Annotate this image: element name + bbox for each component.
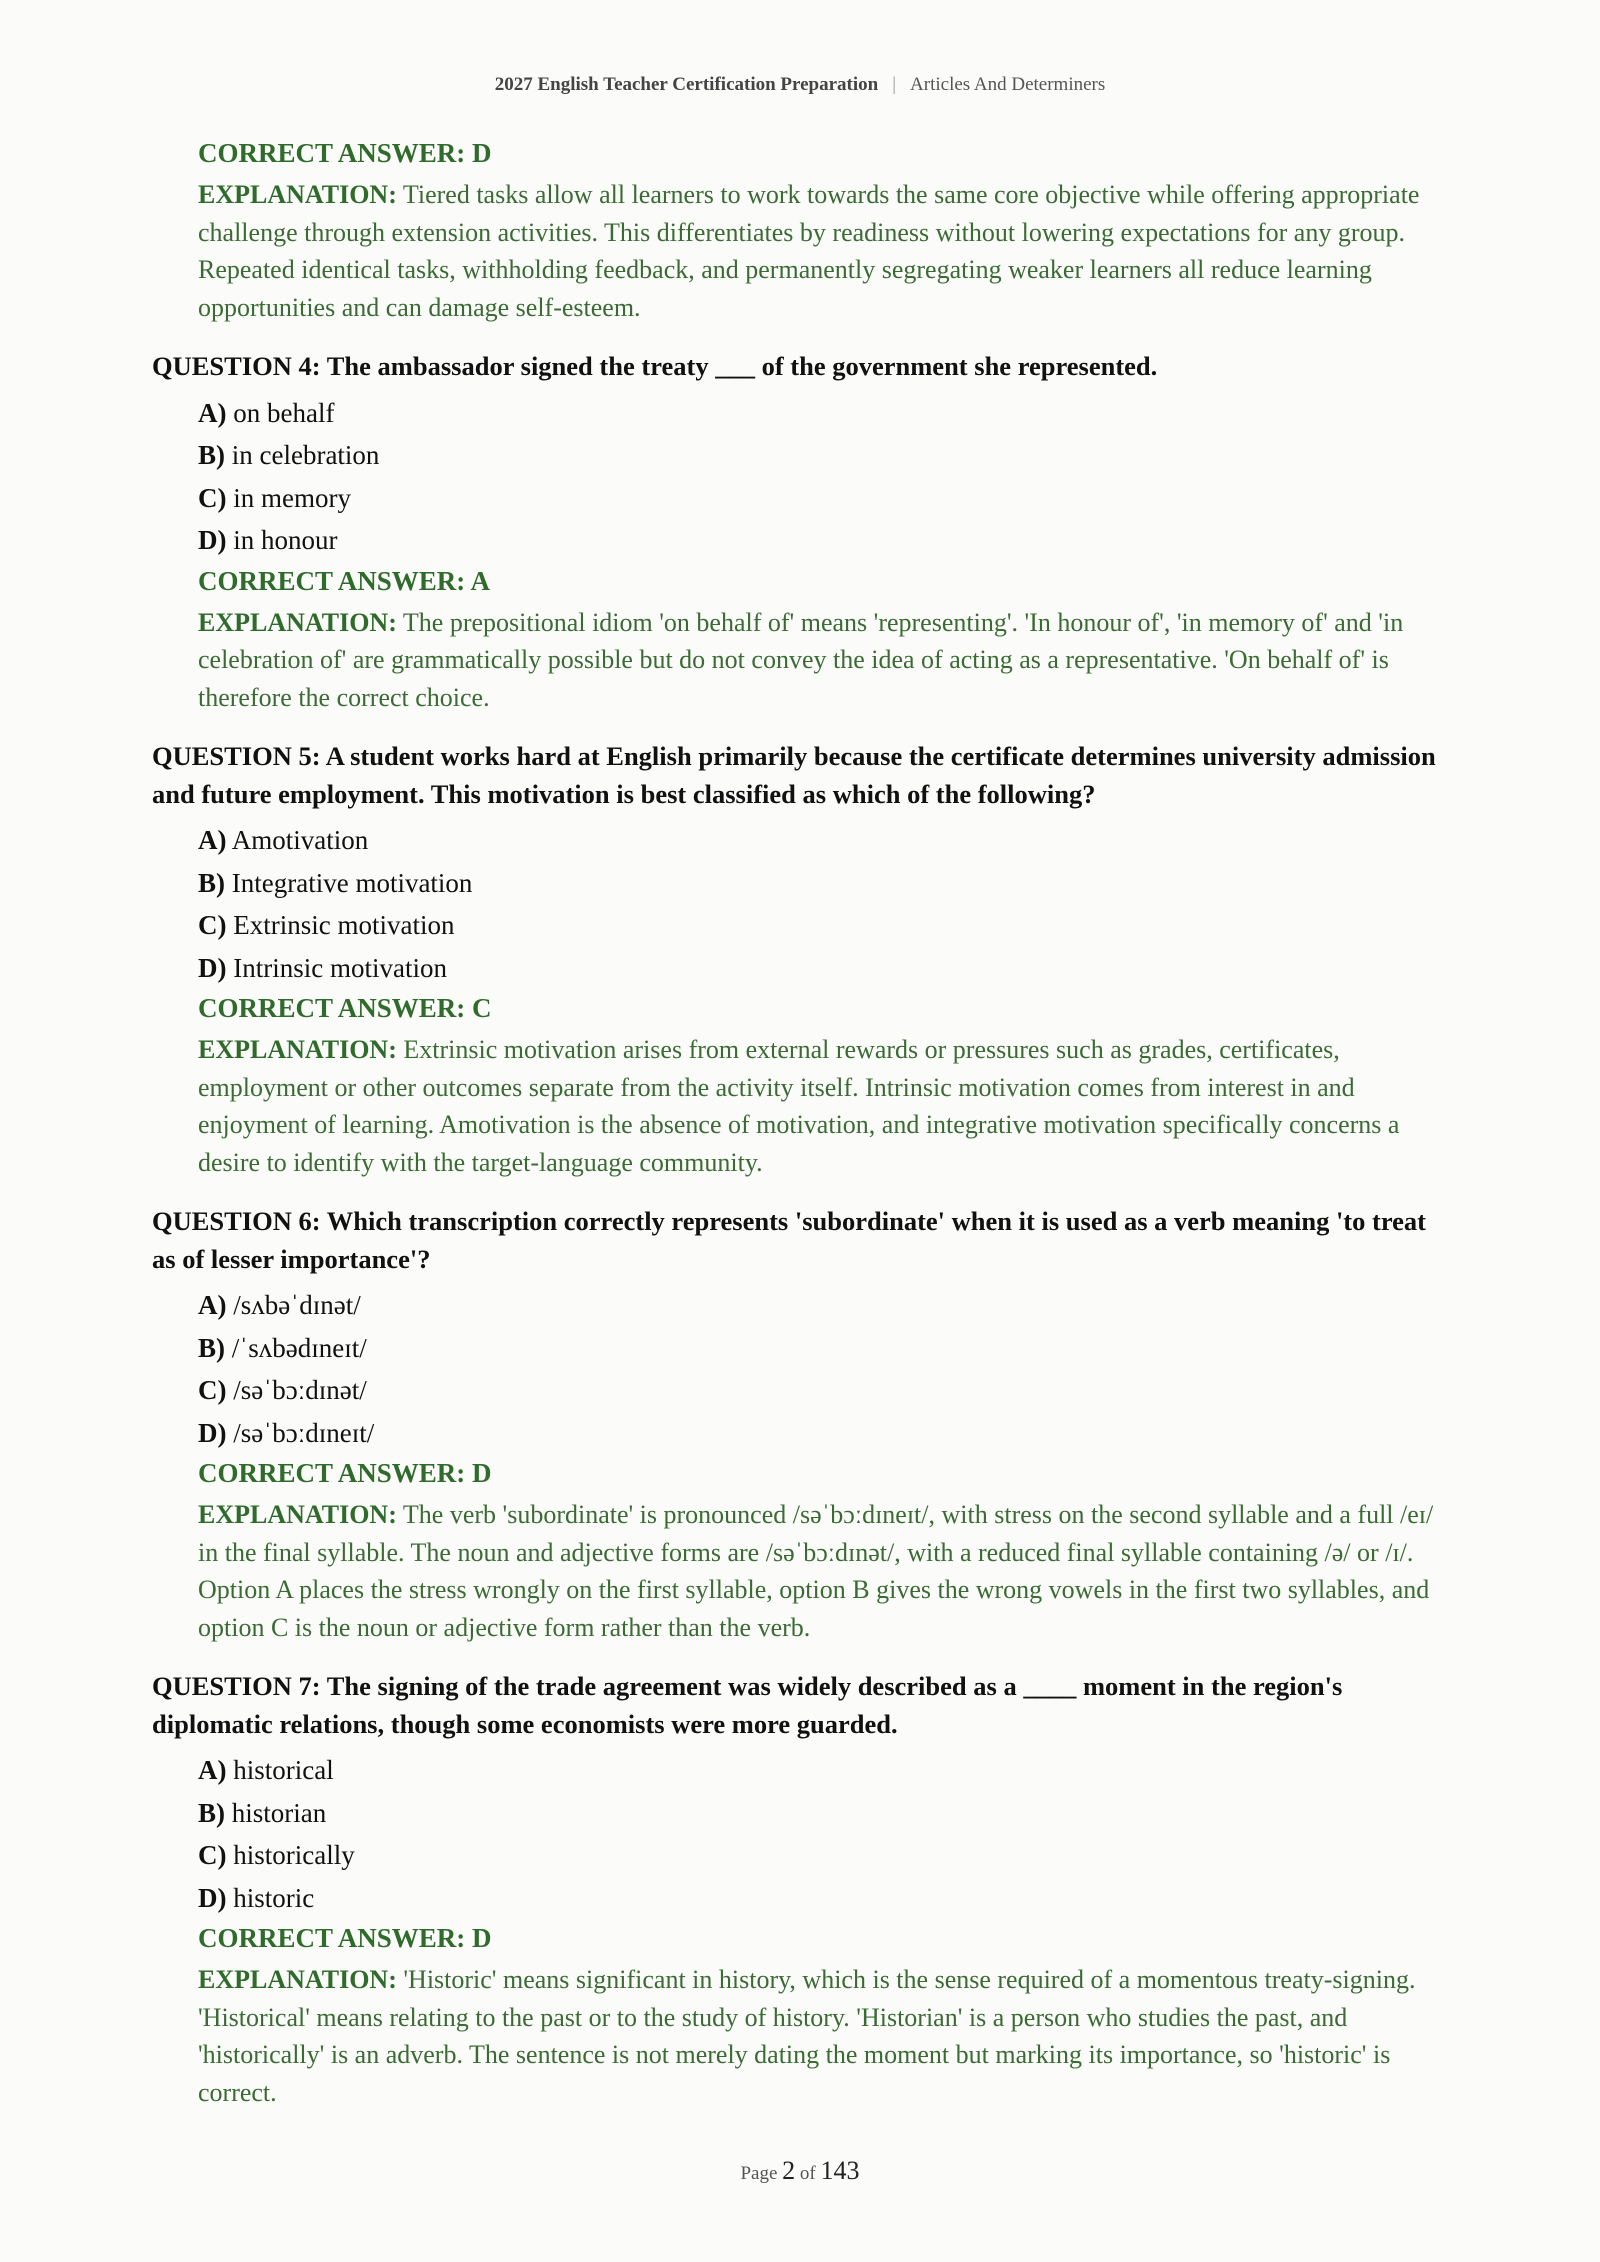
option-text: Intrinsic motivation bbox=[233, 952, 447, 983]
option-text: /səˈbɔːdɪnət/ bbox=[233, 1375, 367, 1405]
option-c bbox=[198, 477, 1452, 520]
explanation-text: Tiered tasks allow all learners to work towards the same core objective while offering appropriate challenge through extension activities. This differentiates by readiness without lowering expectations for any group. Repeated identical tasks, withholding feedback, and permanently segregating weaker learners all reduce learning opportunities and can damage self-esteem. bbox=[198, 180, 1420, 322]
option-text: in celebration bbox=[231, 440, 380, 470]
correct-answer: CORRECT ANSWER: D bbox=[198, 138, 492, 168]
section-title: Articles And Determiners bbox=[910, 74, 1106, 95]
option-text: Amotivation bbox=[231, 825, 369, 855]
question-text: QUESTION 4: The ambassador signed the treaty ___ of the government she represented. bbox=[152, 351, 1158, 381]
explanation bbox=[198, 1496, 1452, 1646]
option-c bbox=[198, 1369, 1452, 1412]
intro-answer-block bbox=[152, 134, 1452, 326]
option-b bbox=[198, 434, 1452, 477]
explanation bbox=[198, 1961, 1452, 2111]
explanation-label: EXPLANATION: bbox=[198, 180, 397, 209]
option-text: Integrative motivation bbox=[231, 867, 473, 898]
question-text: QUESTION 6: Which transcription correctly represents 'subordinate' when it is used as a verb meaning 'to treat as of lesser importance'? bbox=[152, 1206, 1426, 1274]
option-c bbox=[198, 1834, 1452, 1877]
correct-answer: CORRECT ANSWER: A bbox=[198, 565, 491, 596]
question-block bbox=[152, 1203, 1452, 1646]
explanation bbox=[198, 1031, 1452, 1181]
correct-answer: CORRECT ANSWER: D bbox=[198, 1458, 492, 1488]
option-text: Extrinsic motivation bbox=[233, 910, 455, 940]
option-letter: A) bbox=[198, 1755, 227, 1785]
option-a bbox=[198, 1749, 1452, 1792]
option-letter: C) bbox=[198, 482, 227, 513]
option-b bbox=[198, 862, 1452, 905]
page-content bbox=[152, 134, 1452, 2133]
option-letter: A) bbox=[198, 397, 227, 428]
option-letter: B) bbox=[198, 440, 225, 470]
explanation-label: EXPLANATION: bbox=[198, 607, 397, 637]
option-letter: B) bbox=[198, 1797, 225, 1828]
option-letter: B) bbox=[198, 867, 225, 898]
explanation-label: EXPLANATION: bbox=[198, 1035, 397, 1064]
question-text: QUESTION 5: A student works hard at English primarily because the certificate determines university admission and future employment. This motivation is best classified as which of the following? bbox=[152, 741, 1436, 809]
question-text: QUESTION 7: The signing of the trade agreement was widely described as a ____ moment in the region's diplomatic relations, though some economists were more guarded. bbox=[152, 1671, 1343, 1739]
option-d bbox=[198, 947, 1452, 990]
document-title: 2027 English Teacher Certification Preparation bbox=[494, 74, 879, 95]
option-letter: D) bbox=[198, 1417, 227, 1448]
option-text: historian bbox=[231, 1797, 327, 1828]
of-label: of bbox=[799, 2163, 816, 2184]
total-pages: 143 bbox=[820, 2156, 860, 2185]
option-letter: D) bbox=[198, 1882, 227, 1913]
option-d bbox=[198, 519, 1452, 562]
option-letter: C) bbox=[198, 910, 227, 940]
option-b bbox=[198, 1327, 1452, 1370]
page-footer bbox=[0, 2156, 1600, 2186]
option-text: in memory bbox=[233, 482, 351, 513]
option-c bbox=[198, 904, 1452, 947]
option-letter: A) bbox=[198, 1290, 227, 1320]
option-d bbox=[198, 1877, 1452, 1920]
option-letter: D) bbox=[198, 952, 227, 983]
question-block bbox=[152, 348, 1452, 716]
explanation bbox=[198, 176, 1452, 326]
explanation-text: 'Historic' means significant in history, which is the sense required of a momentous treaty-signing. 'Historical' means relating to the past or to the study of history. 'Historian' is a person who studies the past, and 'historically' is an adverb. The sentence is not merely dating the moment but marking its importance, so 'historic' is correct. bbox=[198, 1965, 1416, 2107]
explanation bbox=[198, 604, 1452, 717]
page-number: 2 bbox=[782, 2156, 796, 2185]
page-header bbox=[0, 74, 1600, 96]
option-text: /səˈbɔːdɪneɪt/ bbox=[233, 1417, 375, 1448]
option-d bbox=[198, 1412, 1452, 1455]
explanation-label: EXPLANATION: bbox=[198, 1965, 397, 1994]
question-block bbox=[152, 738, 1452, 1181]
option-letter: A) bbox=[198, 825, 227, 855]
explanation-text: The verb 'subordinate' is pronounced /səˈbɔːdɪneɪt/, with stress on the second syllable and a full /eɪ/ in the final syllable. The noun and adjective forms are /səˈbɔːdɪnət/, with a reduced final syllable containing /ə/ or /ɪ/. Option A places the stress wrongly on the first syllable, option B gives the wrong vowels in the first two syllables, and option C is the noun or adjective form rather than the verb. bbox=[198, 1500, 1434, 1642]
option-letter: C) bbox=[198, 1375, 227, 1405]
explanation-text: Extrinsic motivation arises from external rewards or pressures such as grades, certificates, employment or other outcomes separate from the activity itself. Intrinsic motivation comes from interest in and enjoyment of learning. Amotivation is the absence of motivation, and integrative motivation specifically concerns a desire to identify with the target-language community. bbox=[198, 1035, 1400, 1177]
option-a bbox=[198, 819, 1452, 862]
option-text: in honour bbox=[233, 525, 338, 555]
option-text: historically bbox=[233, 1840, 355, 1870]
option-a bbox=[198, 1284, 1452, 1327]
correct-answer: CORRECT ANSWER: C bbox=[198, 993, 492, 1023]
page-label: Page bbox=[740, 2163, 778, 2184]
option-text: /sʌbəˈdɪnət/ bbox=[233, 1290, 361, 1320]
option-letter: C) bbox=[198, 1840, 227, 1870]
question-block bbox=[152, 1668, 1452, 2111]
explanation-label: EXPLANATION: bbox=[198, 1500, 397, 1529]
correct-answer: CORRECT ANSWER: D bbox=[198, 1923, 492, 1953]
option-a bbox=[198, 392, 1452, 435]
option-text: /ˈsʌbədɪneɪt/ bbox=[231, 1332, 367, 1363]
option-text: on behalf bbox=[233, 397, 335, 428]
option-letter: D) bbox=[198, 525, 227, 555]
option-b bbox=[198, 1792, 1452, 1835]
option-text: historical bbox=[233, 1755, 334, 1785]
option-text: historic bbox=[233, 1882, 315, 1913]
explanation-text: The prepositional idiom 'on behalf of' means 'representing'. 'In honour of', 'in memory of' and 'in celebration of' are grammatically possible but do not convey the idea of acting as a representative. 'On behalf of' is therefore the correct choice. bbox=[198, 607, 1404, 712]
option-letter: B) bbox=[198, 1332, 225, 1363]
header-separator: | bbox=[892, 74, 897, 95]
